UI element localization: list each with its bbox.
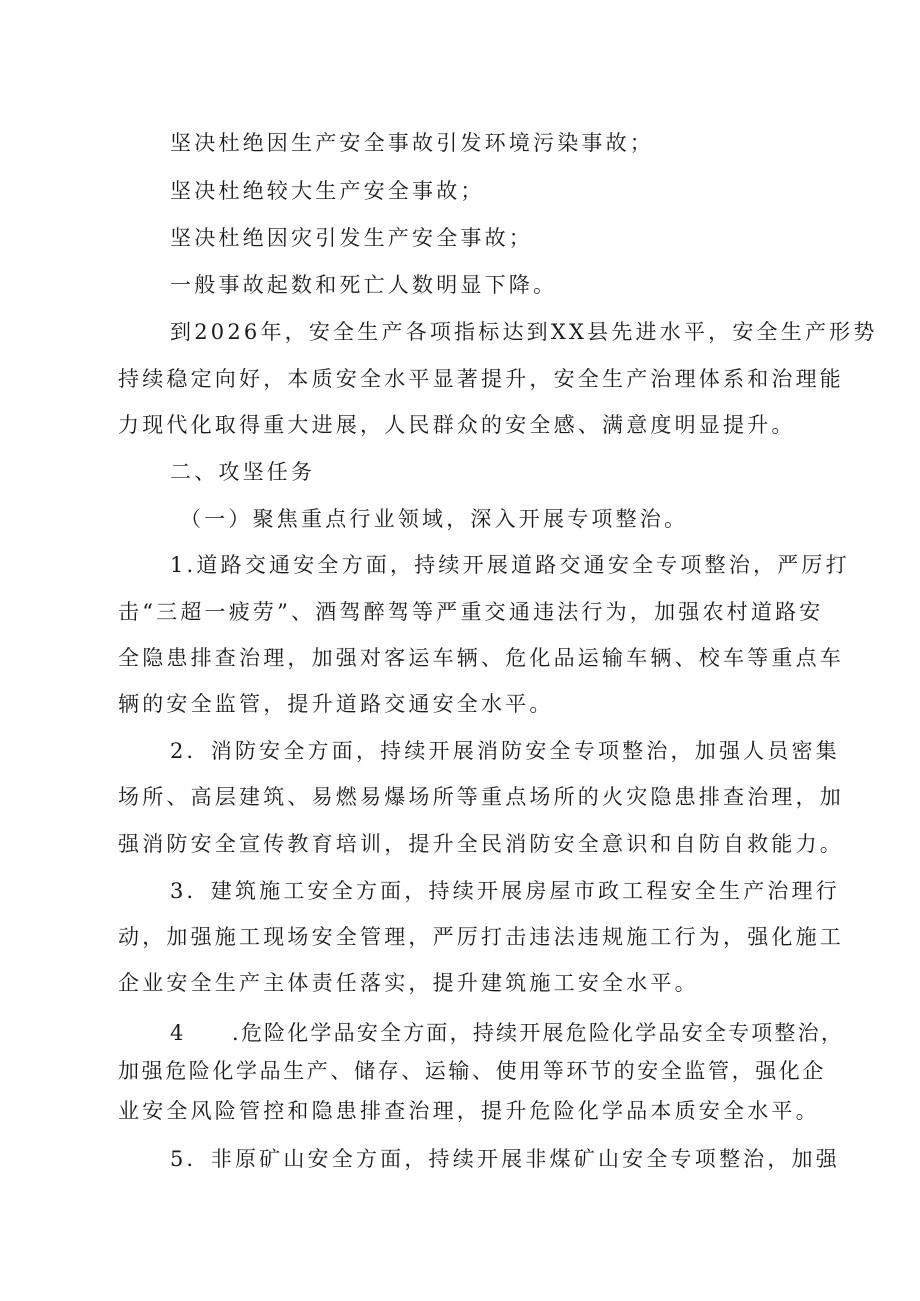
section-heading: 二、攻坚任务: [170, 460, 316, 484]
paragraph-line: 动，加强施工现场安全管理，严厉打击违法违规施工行为，强化施工: [118, 925, 844, 949]
paragraph-line: 强消防安全宣传教育培训，提升全民消防安全意识和自防自救能力。: [118, 832, 844, 856]
paragraph-line: 击“三超一疲劳”、酒驾醉驾等严重交通违法行为，加强农村道路安: [118, 600, 824, 624]
paragraph-line: 一般事故起数和死亡人数明显下降。: [170, 273, 558, 297]
paragraph-line: 持续稳定向好，本质安全水平显著提升，安全生产治理体系和治理能: [118, 367, 844, 391]
paragraph-line: 全隐患排查治理，加强对客运车辆、危化品运输车辆、校车等重点车: [118, 646, 844, 670]
paragraph-line: 2．消防安全方面，持续开展消防安全专项整治，加强人员密集: [170, 739, 840, 763]
paragraph-line: 企业安全生产主体责任落实，提升建筑施工安全水平。: [118, 971, 699, 995]
paragraph-line: 业安全风险管控和隐患排查治理，提升危险化学品本质安全水平。: [118, 1099, 820, 1123]
subsection-heading: （一）聚焦重点行业领域，深入开展专项整治。: [180, 507, 689, 531]
paragraph-line: 辆的安全监管，提升道路交通安全水平。: [118, 692, 554, 716]
paragraph-line: 场所、高层建筑、易燃易爆场所等重点场所的火灾隐患排查治理，加: [118, 785, 844, 809]
paragraph-line: 力现代化取得重大进展，人民群众的安全感、满意度明显提升。: [118, 413, 796, 437]
paragraph-line: 到2026年，安全生产各项指标达到XX县先进水平，安全生产形势: [170, 320, 878, 344]
paragraph-line: 3．建筑施工安全方面，持续开展房屋市政工程安全生产治理行: [170, 879, 840, 903]
paragraph-line: 5．非原矿山安全方面，持续开展非煤矿山安全专项整治，加强: [170, 1147, 840, 1171]
paragraph-line: 坚决杜绝因生产安全事故引发环境污染事故；: [170, 131, 654, 155]
paragraph-line: 4 .危险化学品安全方面，持续开展危险化学品安全专项整治，: [170, 1021, 845, 1045]
paragraph-line: 坚决杜绝因灾引发生产安全事故；: [170, 226, 533, 250]
paragraph-line: 坚决杜绝较大生产安全事故；: [170, 179, 485, 203]
paragraph-line: 加强危险化学品生产、储存、运输、使用等环节的安全监管，强化企: [118, 1059, 826, 1083]
paragraph-line: 1.道路交通安全方面，持续开展道路交通安全专项整治，严厉打: [170, 553, 850, 577]
